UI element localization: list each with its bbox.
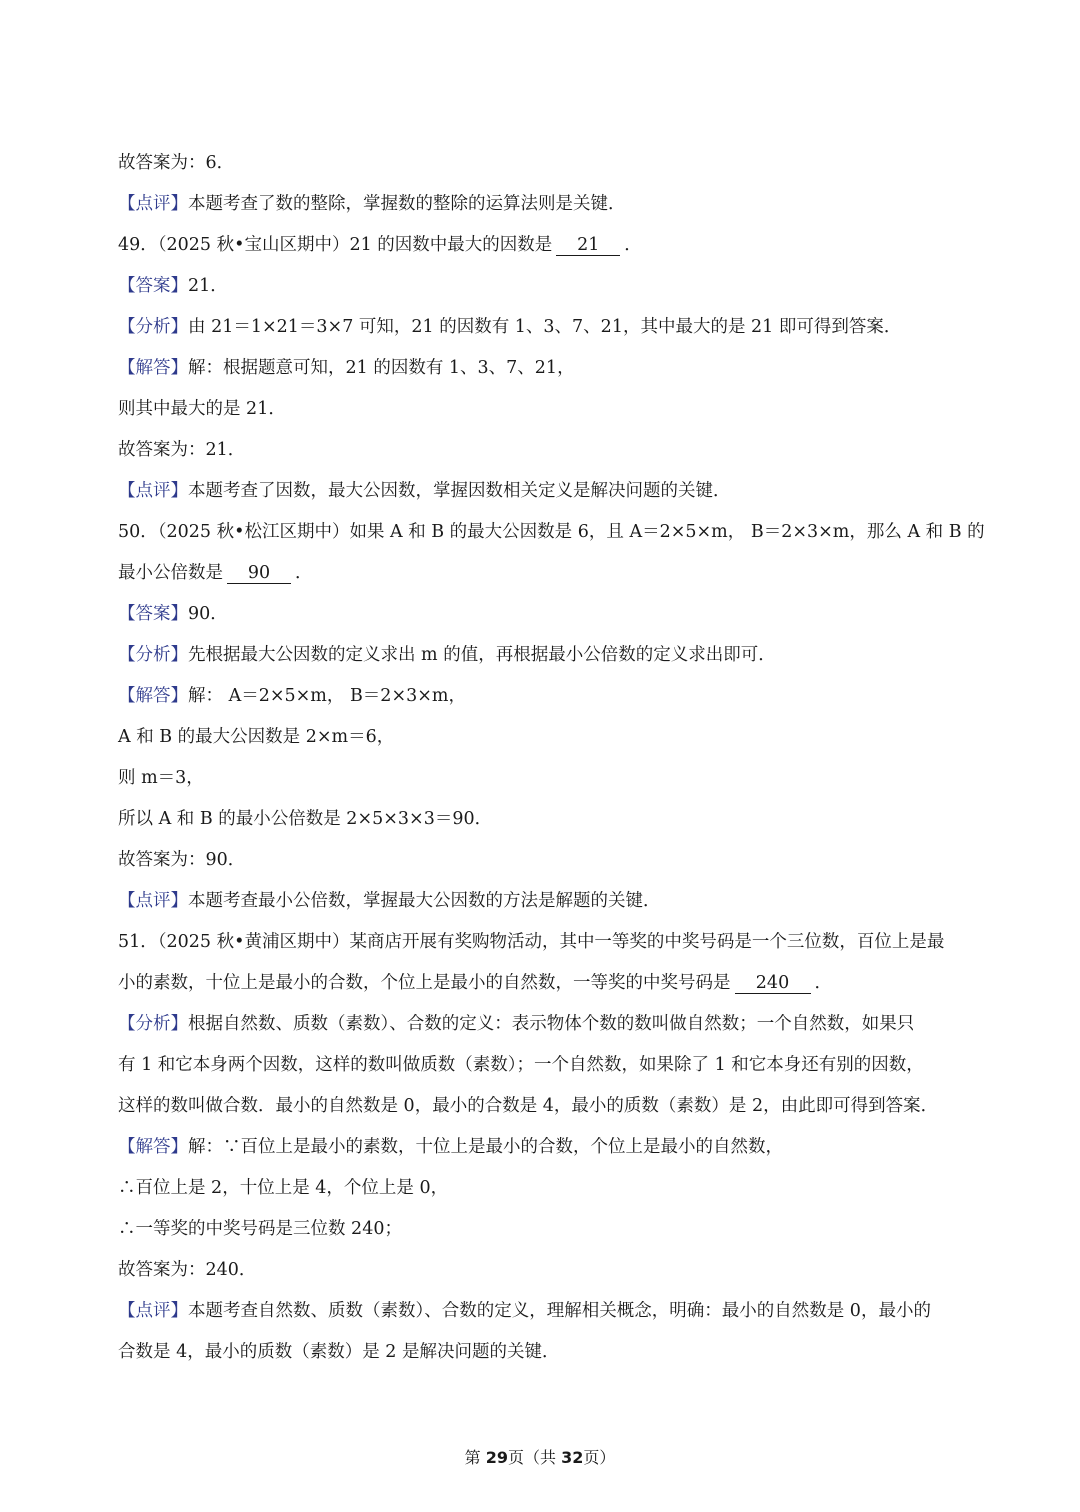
text-line: [118, 354, 970, 382]
section-tag: 【答案】: [118, 604, 188, 624]
line-text: 故答案为：240．: [118, 1260, 257, 1280]
text-line: [118, 1256, 970, 1284]
page-footer: [0, 1446, 1080, 1470]
text-line: [118, 313, 970, 341]
text-line: [118, 477, 970, 505]
line-text: 50．（2025 秋•松江区期中）如果 A 和 B 的最大公因数是 6，且 A＝2×5×m， B＝2×3×m，那么 A 和 B 的: [118, 522, 985, 542]
text-line: [118, 682, 970, 710]
line-text: 故答案为：6．: [118, 153, 235, 173]
footer-middle: 页（共: [507, 1448, 562, 1467]
section-tag: 【点评】: [118, 194, 188, 214]
line-text: 先根据最大公因数的定义求出 m 的值，再根据最小公倍数的定义求出即可．: [188, 645, 776, 665]
text-line: [118, 1051, 970, 1079]
text-line: [118, 436, 970, 464]
question-text: 小的素数，十位上是最小的合数，个位上是最小的自然数，一等奖的中奖号码是: [118, 973, 731, 993]
text-line: [118, 1174, 970, 1202]
line-text: ∴一等奖的中奖号码是三位数 240；: [118, 1219, 402, 1239]
line-text: 所以 A 和 B 的最小公倍数是 2×5×3×3＝90．: [118, 809, 493, 829]
line-text: 这样的数叫做合数．最小的自然数是 0，最小的合数是 4，最小的质数（素数）是 2，由此即可得到答案．: [118, 1096, 939, 1116]
section-tag: 【点评】: [118, 1301, 188, 1321]
line-text: 本题考查了因数，最大公因数，掌握因数相关定义是解决问题的关键．: [188, 481, 731, 501]
text-line: [118, 969, 970, 997]
question-suffix: ．: [295, 563, 313, 583]
question-text: 最小公倍数是: [118, 563, 223, 583]
line-text: 本题考查最小公倍数，掌握最大公因数的方法是解题的关键．: [188, 891, 661, 911]
text-line: [118, 272, 970, 300]
total-page-count: 32: [561, 1448, 584, 1467]
line-text: 则 m＝3，: [118, 768, 204, 788]
line-text: 解： A＝2×5×m， B＝2×3×m，: [188, 686, 467, 706]
section-tag: 【点评】: [118, 481, 188, 501]
line-text: 本题考查自然数、质数（素数）、合数的定义，理解相关概念，明确：最小的自然数是 0，最小的: [188, 1301, 931, 1321]
question-text: 49．（2025 秋•宝山区期中）21 的因数中最大的因数是: [118, 235, 553, 255]
line-text: 本题考查了数的整除，掌握数的整除的运算法则是关键．: [188, 194, 626, 214]
text-line: [118, 928, 970, 956]
text-line: [118, 1297, 970, 1325]
section-tag: 【分析】: [118, 645, 188, 665]
line-text: 根据自然数、质数（素数）、合数的定义：表示物体个数的数叫做自然数；一个自然数，如果只: [188, 1014, 915, 1034]
text-line: [118, 887, 970, 915]
line-text: 则其中最大的是 21．: [118, 399, 286, 419]
answer-blank: 21: [556, 235, 620, 256]
line-text: 由 21＝1×21＝3×7 可知，21 的因数有 1、3、7、21，其中最大的是 21 即可得到答案．: [188, 317, 902, 337]
answer-blank: 240: [735, 973, 811, 994]
line-text: 故答案为：21．: [118, 440, 246, 460]
line-text: A 和 B 的最大公因数是 2×m＝6，: [118, 727, 395, 747]
text-line: [118, 805, 970, 833]
text-line: [118, 1010, 970, 1038]
line-text: 21．: [188, 276, 228, 296]
question-suffix: ．: [624, 235, 642, 255]
text-line: [118, 231, 970, 259]
text-line: [118, 641, 970, 669]
section-tag: 【答案】: [118, 276, 188, 296]
section-tag: 【点评】: [118, 891, 188, 911]
line-text: 有 1 和它本身两个因数，这样的数叫做质数（素数）；一个自然数，如果除了 1 和它本身还有别的因数，: [118, 1055, 924, 1075]
current-page-number: 29: [485, 1448, 508, 1467]
text-line: [118, 149, 970, 177]
answer-blank: 90: [227, 563, 291, 584]
section-tag: 【分析】: [118, 317, 188, 337]
text-line: [118, 846, 970, 874]
line-text: 解：∵百位上是最小的素数，十位上是最小的合数，个位上是最小的自然数，: [188, 1137, 783, 1157]
text-line: [118, 395, 970, 423]
footer-prefix: 第: [464, 1448, 486, 1467]
text-line: [118, 723, 970, 751]
text-line: [118, 190, 970, 218]
question-suffix: ．: [814, 973, 832, 993]
line-text: 51．（2025 秋•黄浦区期中）某商店开展有奖购物活动，其中一等奖的中奖号码是一个三位数，百位上是最: [118, 932, 945, 952]
section-tag: 【解答】: [118, 358, 188, 378]
text-line: [118, 1133, 970, 1161]
section-tag: 【分析】: [118, 1014, 188, 1034]
section-tag: 【解答】: [118, 686, 188, 706]
line-text: 90．: [188, 604, 228, 624]
line-text: ∴百位上是 2，十位上是 4，个位上是 0，: [118, 1178, 449, 1198]
text-line: [118, 1092, 970, 1120]
footer-suffix: 页）: [583, 1448, 616, 1467]
text-line: [118, 600, 970, 628]
text-line: [118, 518, 985, 546]
text-line: [118, 559, 970, 587]
line-text: 故答案为：90．: [118, 850, 246, 870]
text-line: [118, 1215, 970, 1243]
line-text: 合数是 4，最小的质数（素数）是 2 是解决问题的关键．: [118, 1342, 560, 1362]
section-tag: 【解答】: [118, 1137, 188, 1157]
text-line: [118, 764, 970, 792]
line-text: 解：根据题意可知，21 的因数有 1、3、7、21，: [188, 358, 575, 378]
text-line: [118, 1338, 970, 1366]
